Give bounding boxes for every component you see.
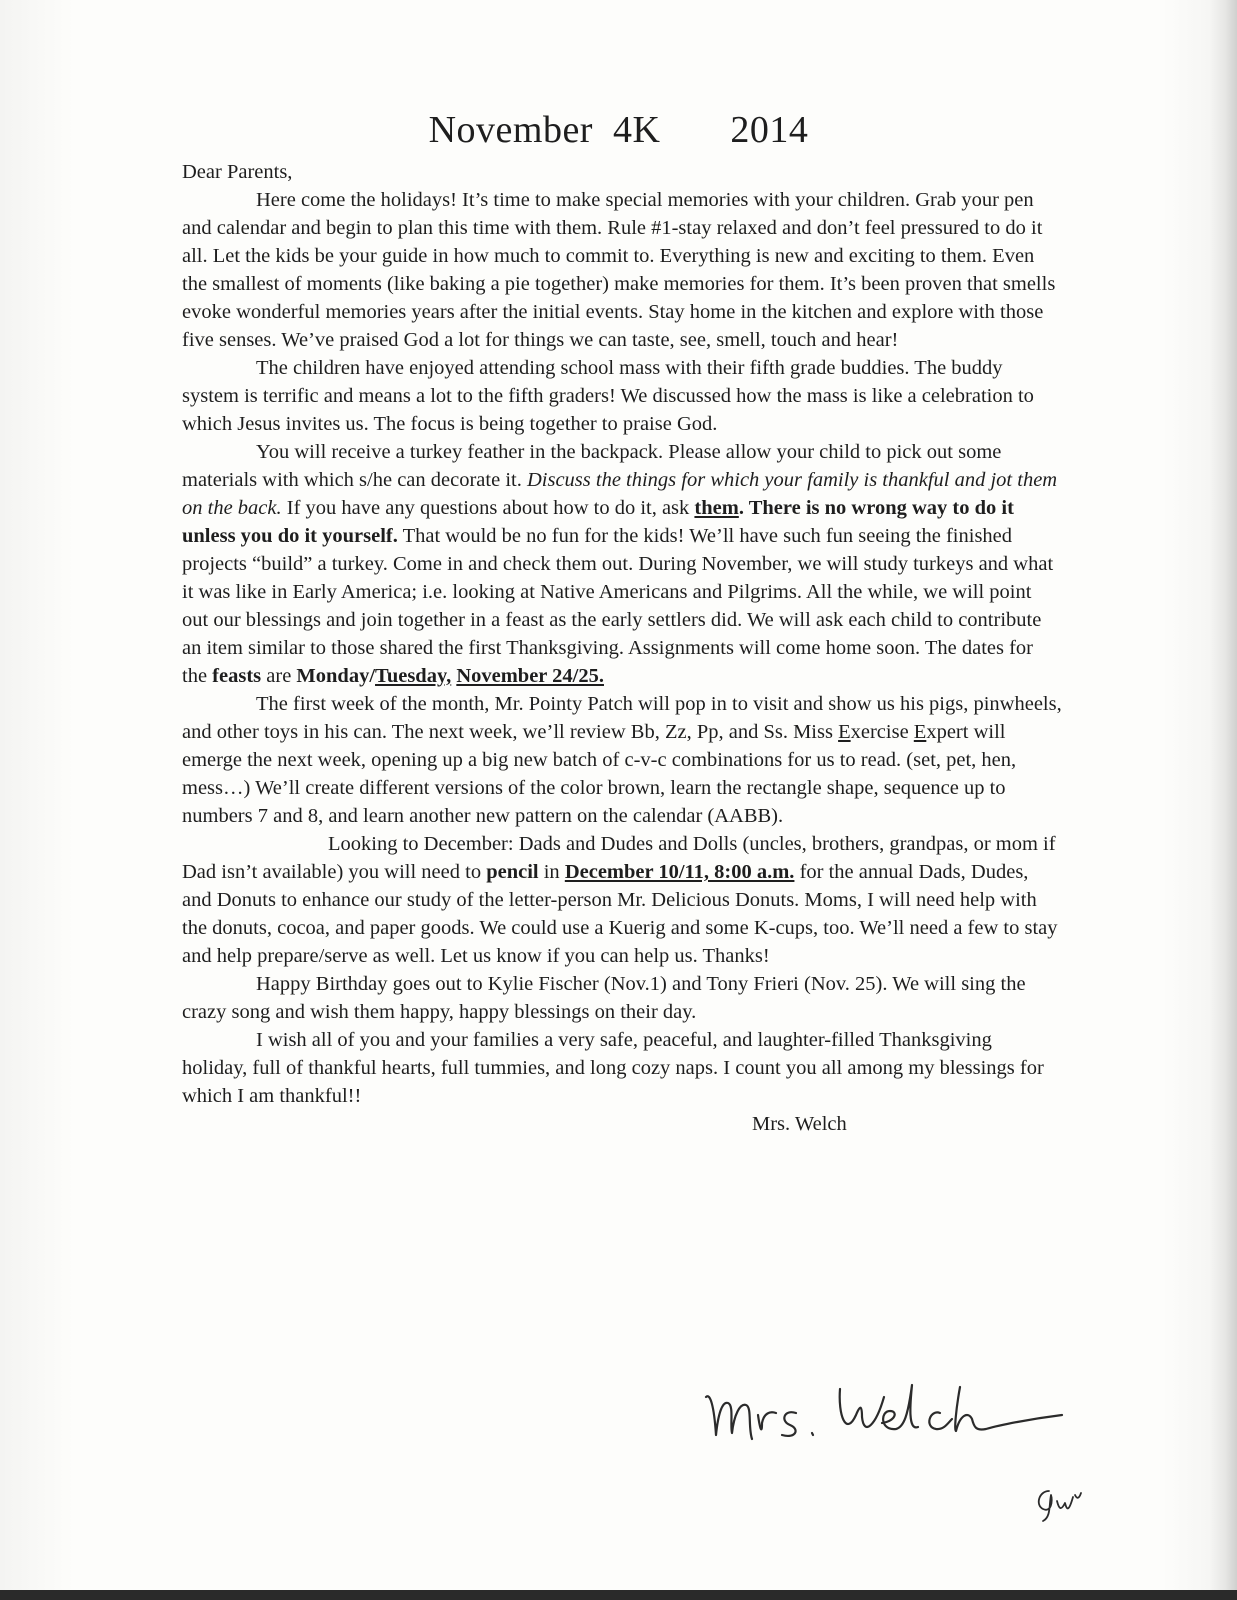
text-segment: xercise [850,721,914,743]
text-segment: are [261,665,297,687]
emphasis-pencil: pencil [486,861,539,883]
text-segment: Looking to December: Dads and Dudes and Dolls (uncles, brothers, grandpas, or mom if Dad isn’t available) you will need to [182,833,1056,883]
paragraph-birthdays: Happy Birthday goes out to Kylie Fischer (Nov.1) and Tony Frieri (Nov. 25). We will sing the crazy song and wish them happy, happy blessings on their day. [182,973,1026,1023]
scan-bottom-edge [0,1590,1237,1600]
emphasis-tuesday: Tuesday, [375,665,452,687]
underlined-letter: E [913,721,927,743]
paragraph-letter-people [182,690,1062,830]
emphasis-them: them [694,497,739,519]
page-edge-shadow [1209,0,1237,1600]
paragraph-turkey-feather [182,438,1062,690]
event-date: December 10/11, 8:00 a.m. [564,861,795,883]
paragraph-thanksgiving-wishes: I wish all of you and your families a very safe, peaceful, and laughter-filled Thanksgiving holiday, full of thankful hearts, full tummies, and long cozy naps. I count you all among my blessings for which I am thankful!! [182,1029,1044,1107]
underlined-letter: E [838,721,851,743]
text-segment: xpert will emerge the next week, opening up a big new batch of c-v-c combinations for us to read. (set, pet, hen, mess…) We’ll create different versions of the color brown, learn the rectangle shape, sequence up to numbers 7 and 8, and learn another new pattern on the calendar (AABB). [182,721,1017,827]
letter-body [182,158,1062,1138]
feast-dates: November 24/25. [456,665,604,687]
text-segment: If you have any questions about how to do it, ask [281,497,695,519]
closing-name: Mrs. Welch [752,1113,847,1135]
page-title [0,108,1237,152]
text-segment: in [538,861,565,883]
text-segment: You will receive a turkey feather in the backpack. Please allow your child to pick out some materials with which s/he can decorate it. [182,441,1002,491]
title-month-class: November 4K [428,109,661,151]
italic-instruction: Discuss the things for which your family is thankful and jot them on the back. [182,469,1058,519]
emphasis-monday: Monday/ [296,665,376,687]
emphasis-feasts: feasts [212,665,262,687]
paragraph-december [182,830,1062,970]
paragraph-mass-buddies: The children have enjoyed attending school mass with their fifth grade buddies. The buddy system is terrific and means a lot to the fifth graders! We discussed how the mass is like a celebration to which Jesus invites us. The focus is being together to praise God. [182,357,1034,435]
title-year: 2014 [730,109,809,151]
handwritten-initials [1033,1485,1093,1525]
text-segment: The first week of the month, Mr. Pointy Patch will pop in to visit and show us his pigs, pinwheels, and other toys in his can. The next week, we’ll review Bb, Zz, Pp, and Ss. Miss [182,693,1062,743]
text-segment: That would be no fun for the kids! We’ll have such fun seeing the finished projects “build” a turkey. Come in and check them out. During November, we will study turkeys and what it was like in Early America; i.e. looking at Native Americans and Pilgrims. All the while, we will point out our blessings and join together in a feast as the early settlers did. We will ask each child to contribute an item similar to those shared the first Thanksgiving. Assignments will come home soon. The dates for the [182,525,1054,687]
salutation: Dear Parents, [182,161,293,183]
handwritten-signature [700,1375,1070,1465]
text-segment: for the annual Dads, Dudes, and Donuts to enhance our study of the letter-person Mr. Delicious Donuts. Moms, I will need help with the donuts, cocoa, and paper goods. We could use a Kuerig and some K-cups, too. We’ll need a few to stay and help prepare/serve as well. Let us know if you can help us. Thanks! [182,861,1058,967]
emphasis-no-wrong-way: . There is no wrong way to do it unless you do it yourself. [182,497,1014,547]
paragraph-holidays: Here come the holidays! It’s time to make special memories with your children. Grab your pen and calendar and begin to plan this time with them. Rule #1-stay relaxed and don’t feel pressured to do it all. Let the kids be your guide in how much to commit to. Everything is new and exciting to them. Even the smallest of moments (like baking a pie together) make memories for them. It’s been proven that smells evoke wonderful memories years after the initial events. Stay home in the kitchen and explore with those five senses. We’ve praised God a lot for things we can taste, see, smell, touch and hear! [182,189,1056,351]
